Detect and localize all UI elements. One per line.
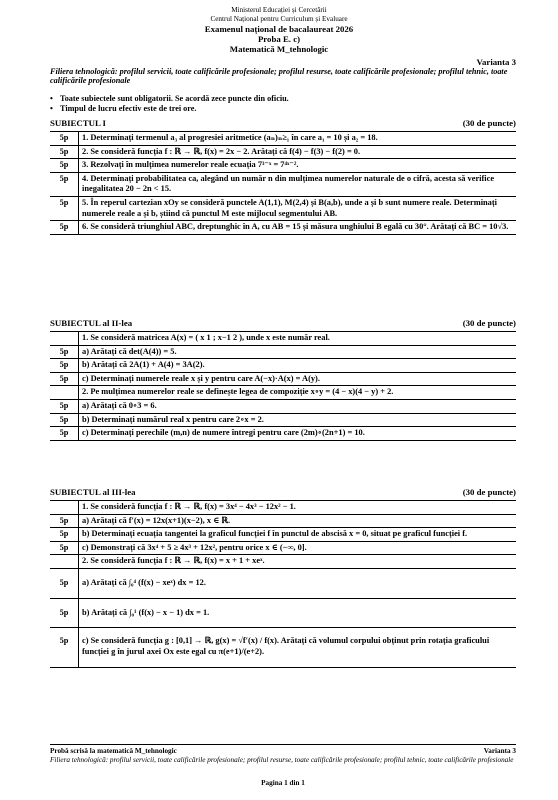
item-text: c) Demonstrați că 3x⁴ + 5 ≥ 4x³ + 12x², pentru orice x ∈ (−∞, 0]. (79, 541, 517, 555)
intro-text: 1. Se consideră matricea A(x) = ( x 1 ; x−1 2 ), unde x este număr real. (79, 332, 517, 346)
item-text: a) Arătați că det(A(4)) = 5. (79, 345, 517, 359)
item-text: a) Arătați că 0∘3 = 6. (79, 399, 517, 413)
section-points: (30 de puncte) (462, 487, 516, 497)
item-row (50, 514, 516, 528)
item-points (50, 555, 79, 569)
rule-text: Toate subiectele sunt obligatorii. Se acordă zece puncte din oficiu. (60, 94, 289, 103)
item-points: 5p (50, 598, 79, 628)
item-points: 5p (50, 628, 79, 668)
item-row (50, 598, 516, 628)
intro-text: 2. Se consideră funcția f : ℝ → ℝ, f(x) = x + 1 + xeˣ. (79, 555, 517, 569)
item-text: a) Arătați că ∫₀⁴ (f(x) − xeˣ) dx = 12. (79, 568, 517, 598)
item-row (50, 413, 516, 427)
item-row (50, 541, 516, 555)
rule-item: • Timpul de lucru efectiv este de trei ore. (50, 104, 197, 113)
intro-row (50, 332, 516, 346)
item-text: b) Determinați numărul real x pentru care 2∘x = 2. (79, 413, 517, 427)
page-number: Pagina 1 din 1 (261, 779, 305, 787)
item-points: 5p (50, 372, 79, 386)
item-points: 5p (50, 528, 79, 542)
item-points (50, 386, 79, 400)
intro-row (50, 501, 516, 515)
item-text: b) Arătați că ∫₀¹ (f(x) − x − 1) dx = 1. (79, 598, 517, 628)
intro-row (50, 555, 516, 569)
section-2-table (50, 331, 516, 441)
section-name: SUBIECTUL al III-lea (50, 487, 136, 497)
section-name: SUBIECTUL I (50, 118, 106, 128)
center-name: Centrul Național pentru Curriculum și Evaluare (210, 14, 348, 23)
exam-title: Examenul național de bacalaureat 2026 (204, 24, 354, 34)
section-title-1 (50, 118, 516, 128)
subject-name: Matematică M_tehnologic (229, 44, 329, 55)
item-points: 5p (50, 196, 79, 220)
item-text: c) Determinați perechile (m,n) de numere întregi pentru care (2m)∘(2n+1) = 10. (79, 427, 517, 441)
item-row (50, 159, 516, 173)
item-points: 5p (50, 172, 79, 196)
header-exam (0, 24, 558, 55)
item-points: 5p (50, 159, 79, 173)
rule-text: Timpul de lucru efectiv este de trei ore. (60, 104, 197, 113)
footer-filiera: Filiera tehnologică: profilul servicii, toate calificările profesionale; profilul resurse, toate calificările profesionale; profilul tehnic, toate calificările profesionale (50, 756, 514, 764)
item-text: b) Determinați ecuația tangentei la graficul funcției f în punctul de abscisă x = 0, situat pe graficul funcției f. (79, 528, 517, 542)
filiera-text: Filiera tehnologică: profilul servicii, toate calificările profesionale; profilul resurse, toate calificările profesionale; profilul tehnic, toate calificările profesionale (50, 67, 508, 86)
item-row (50, 427, 516, 441)
variant-label: Varianta 3 (476, 57, 516, 67)
section-1-table (50, 131, 516, 235)
section-title-2 (50, 318, 516, 328)
item-points: 5p (50, 132, 79, 146)
item-row (50, 628, 516, 668)
proba-label: Proba E. c) (257, 34, 301, 45)
item-row (50, 145, 516, 159)
item-text: c) Se consideră funcția g : [0,1] → ℝ, g(x) = √f′(x) / f(x). Arătați că volumul corpului obținut prin rotația graficului funcției g în jurul axei Ox este egal cu π(e+1)/(e+2). (79, 628, 517, 668)
item-row (50, 345, 516, 359)
item-text: 5. În reperul cartezian xOy se consideră punctele A(1,1), M(2,4) și B(a,b), unde a și b sunt numere reale. Determinați numerele reale a și b, știind că punctul M este mijlocul segmentului AB. (79, 196, 517, 220)
footer-variant: Varianta 3 (483, 747, 516, 755)
item-points: 5p (50, 427, 79, 441)
footer-divider (50, 744, 516, 745)
item-row (50, 568, 516, 598)
item-row (50, 528, 516, 542)
item-row (50, 172, 516, 196)
item-points: 5p (50, 514, 79, 528)
item-row (50, 196, 516, 220)
item-text: a) Arătați că f′(x) = 12x(x+1)(x−2), x ∈ ℝ. (79, 514, 517, 528)
item-text: b) Arătați că 2A(1) + A(4) = 3A(2). (79, 359, 517, 373)
item-text: 2. Se consideră funcția f : ℝ → ℝ, f(x) = 2x − 2. Arătați că f(4) − f(3) − f(2) = 0. (79, 145, 517, 159)
item-row (50, 132, 516, 146)
item-row (50, 221, 516, 235)
item-points (50, 332, 79, 346)
item-points (50, 501, 79, 515)
footer-line (50, 747, 516, 755)
footer-exam: Probă scrisă la matematică M_tehnologic (50, 747, 177, 755)
section-title-3 (50, 487, 516, 497)
item-points: 5p (50, 359, 79, 373)
section-3-table (50, 500, 516, 668)
item-row (50, 372, 516, 386)
item-points: 5p (50, 399, 79, 413)
item-points: 5p (50, 541, 79, 555)
intro-row (50, 386, 516, 400)
item-points: 5p (50, 568, 79, 598)
item-points: 5p (50, 345, 79, 359)
item-points: 5p (50, 413, 79, 427)
ministry-name: Ministerul Educației și Cercetării (231, 6, 327, 14)
item-points: 5p (50, 221, 79, 235)
item-text: 4. Determinați probabilitatea ca, alegând un număr n din mulțimea numerelor naturale de o cifră, acesta să verifice inegalitatea 20 − 2n < 15. (79, 172, 517, 196)
header-institutions (0, 6, 558, 23)
item-points: 5p (50, 145, 79, 159)
item-row (50, 399, 516, 413)
item-text: c) Determinați numerele reale x și y pentru care A(−x)·A(x) = A(y). (79, 372, 517, 386)
item-text: 6. Se consideră triunghiul ABC, dreptunghic în A, cu AB = 15 și măsura unghiului B egală cu 30°. Arătați că BC = 10√3. (79, 221, 517, 235)
intro-text: 2. Pe mulțimea numerelor reale se definește legea de compoziție x∘y = (4 − x)(4 − y) + 2. (79, 386, 517, 400)
section-points: (30 de puncte) (462, 318, 516, 328)
rule-item: • Toate subiectele sunt obligatorii. Se acordă zece puncte din oficiu. (50, 94, 289, 103)
section-points: (30 de puncte) (462, 118, 516, 128)
item-text: 3. Rezolvați în mulțimea numerelor reale ecuația 7³⁻ˣ = 7⁴ˣ⁻². (79, 159, 517, 173)
item-row (50, 359, 516, 373)
section-name: SUBIECTUL al II-lea (50, 318, 133, 328)
item-text: 1. Determinați termenul a₃ al progresiei aritmetice (aₙ)ₙ≥₁ în care a₁ = 10 și a₂ = 18. (79, 132, 517, 146)
intro-text: 1. Se consideră funcția f : ℝ → ℝ, f(x) = 3x⁴ − 4x³ − 12x² − 1. (79, 501, 517, 515)
